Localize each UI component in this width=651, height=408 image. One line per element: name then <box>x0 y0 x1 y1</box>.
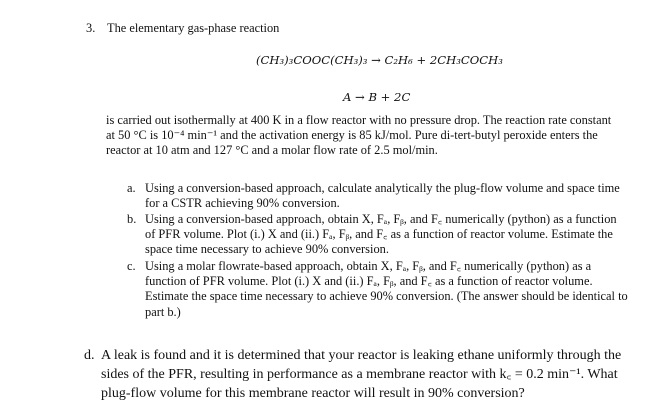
item-line: space time necessary to achieve 90% conversion. <box>145 242 389 257</box>
item-label-a: a. <box>127 181 136 195</box>
item-line: Using a conversion-based approach, obtain X, Fₐ, Fᵦ, and F꜀ numerically (python) as a function <box>145 212 617 226</box>
problem-number: 3. <box>86 21 96 35</box>
problem-title: The elementary gas-phase reaction <box>107 21 280 35</box>
intro-line: at 50 °C is 10⁻⁴ min⁻¹ and the activation energy is 85 kJ/mol. Pure di-tert-butyl peroxide enters the <box>106 128 598 143</box>
item-line: of PFR volume. Plot (i.) X and (ii.) Fₐ, Fᵦ, and F꜀ as a function of reactor volume. Estimate the <box>145 227 613 242</box>
problem-intro <box>106 113 611 159</box>
reaction-equation: (CH₃)₃COOC(CH₃)₃ → C₂H₆ + 2CH₃COCH₃ <box>256 53 503 67</box>
item-line: function of PFR volume. Plot (i.) X and (ii.) Fₐ, Fᵦ, and F꜀ as a function of reactor volume. <box>145 274 593 289</box>
part-d <box>101 346 621 403</box>
reaction-shorthand: A → B + 2C <box>343 90 411 104</box>
item-b <box>145 212 617 258</box>
item-line: part b.) <box>145 304 181 319</box>
intro-line: is carried out isothermally at 400 K in a flow reactor with no pressure drop. The reaction rate constant <box>106 113 612 127</box>
intro-line: reactor at 10 atm and 127 °C and a molar flow rate of 2.5 mol/min. <box>106 143 438 158</box>
item-a <box>145 181 620 211</box>
item-line: for a CSTR achieving 90% conversion. <box>145 196 340 211</box>
item-c <box>145 259 628 320</box>
part-d-label: d. <box>84 348 95 363</box>
item-line: Using a molar flowrate-based approach, obtain X, Fₐ, Fᵦ, and F꜀ numerically (python) as a <box>145 259 592 273</box>
item-label-c: c. <box>127 259 136 273</box>
part-d-line: sides of the PFR, resulting in performance as a membrane reactor with k꜀ = 0.2 min⁻¹. What <box>101 367 618 382</box>
item-line: Estimate the space time necessary to achieve 90% conversion. (The answer should be identical to <box>145 289 628 304</box>
part-d-line: plug-flow volume for this membrane reactor will result in 90% conversion? <box>101 386 525 401</box>
part-d-line: A leak is found and it is determined that your reactor is leaking ethane uniformly through the <box>101 348 622 363</box>
item-line: Using a conversion-based approach, calculate analytically the plug-flow volume and space time <box>145 181 620 195</box>
item-label-b: b. <box>127 212 137 226</box>
